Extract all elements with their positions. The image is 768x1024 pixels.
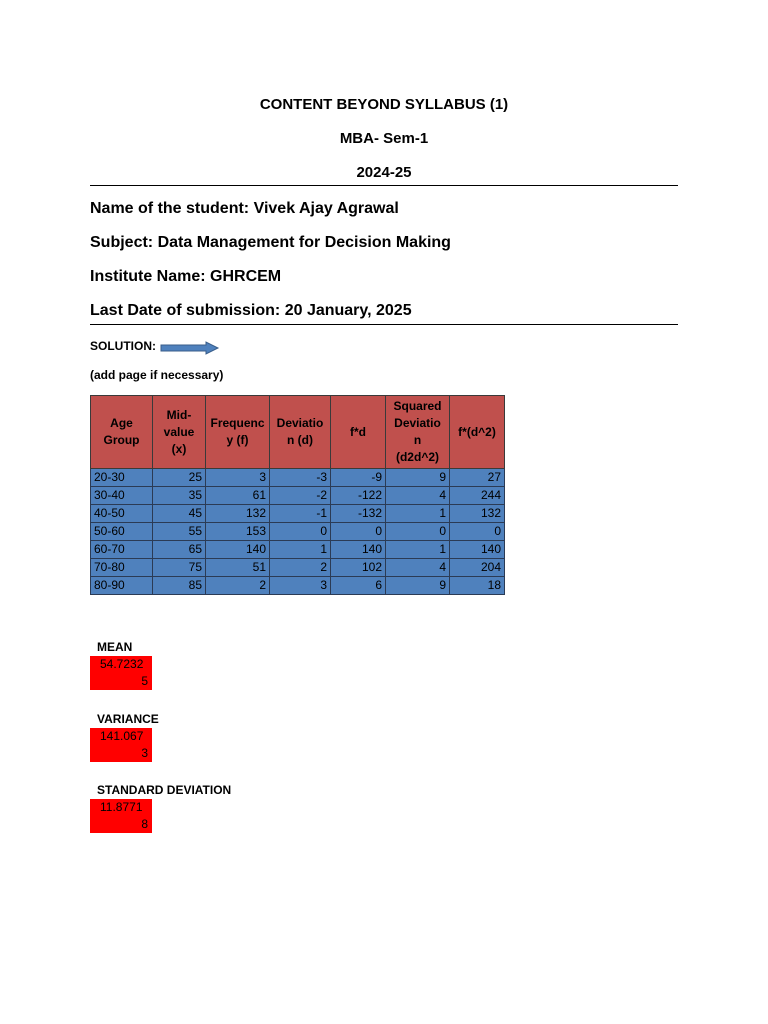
std-dev-label: STANDARD DEVIATION [97,783,232,797]
table-cell: 1 [386,541,450,559]
program-label: MBA- Sem-1 [339,130,429,147]
table-body [91,469,505,595]
table-header-row [91,396,505,469]
table-row [91,505,505,523]
table-cell: 6 [331,577,386,595]
table-cell: 0 [386,523,450,541]
table-cell: 80-90 [91,577,153,595]
table-row [91,559,505,577]
bottom-divider [90,324,678,325]
table-cell: 75 [153,559,206,577]
table-cell: 18 [450,577,505,595]
table-row [91,487,505,505]
table-cell: 60-70 [91,541,153,559]
table-cell: -2 [270,487,331,505]
table-cell: 3 [270,577,331,595]
column-header-line: (d2d^2) [395,450,439,464]
column-header-line: Deviatio [394,416,441,430]
variance-value [90,728,152,762]
table-cell: 244 [450,487,505,505]
table-cell: 132 [450,505,505,523]
table-cell: -3 [270,469,331,487]
table-cell: 61 [206,487,270,505]
table-row [91,541,505,559]
table-cell: 102 [331,559,386,577]
std-dev-value-line1: 11.8771 [100,800,143,814]
table-cell: 4 [386,487,450,505]
std-dev-value [90,799,152,833]
table-cell: -132 [331,505,386,523]
column-header-line: (x) [171,441,187,456]
column-header [270,396,331,469]
column-header-line: n (d) [287,433,313,447]
table-cell: 0 [270,523,331,541]
table-cell: 2 [270,559,331,577]
table-cell: 9 [386,469,450,487]
table-cell: 20-30 [91,469,153,487]
table-cell: 70-80 [91,559,153,577]
variance-value-line1: 141.067 [100,729,144,743]
mean-value [90,656,152,690]
column-header-line: Squared [393,399,442,413]
table-cell: 3 [206,469,270,487]
column-header-line: y (f) [226,433,249,447]
column-header [450,396,505,469]
table-cell: 50-60 [91,523,153,541]
column-header-line: Age [110,416,133,430]
table-cell: 55 [153,523,206,541]
table-cell: 0 [450,523,505,541]
table-cell: 2 [206,577,270,595]
column-header-line: f*(d^2) [458,424,496,439]
submission-date: Last Date of submission: 20 January, 2025 [90,302,412,319]
variance-label: VARIANCE [97,712,159,726]
column-header-line: Deviatio [276,416,324,430]
column-header-line: f*d [350,424,366,439]
student-name: Name of the student: Vivek Ajay Agrawal [90,200,399,217]
std-dev-value-line2: 8 [141,817,148,831]
top-divider [90,185,678,186]
table-cell: 1 [270,541,331,559]
academic-year: 2024-25 [356,164,412,181]
column-header-line: Group [103,433,140,447]
table-cell: 45 [153,505,206,523]
right-arrow-icon [160,341,220,355]
add-page-note: (add page if necessary) [90,368,224,382]
column-header [206,396,270,469]
subject-name: Subject: Data Management for Decision Making [90,234,451,251]
solution-label: SOLUTION: [90,339,156,353]
column-header-line: value [163,424,195,439]
table-cell: 27 [450,469,505,487]
column-header-line: Mid- [166,407,192,422]
table-cell: 204 [450,559,505,577]
table-cell: 4 [386,559,450,577]
institute-name: Institute Name: GHRCEM [90,268,282,285]
table-cell: 51 [206,559,270,577]
column-header-line: n [413,433,422,447]
table-cell: 132 [206,505,270,523]
table-cell: 25 [153,469,206,487]
table-cell: -122 [331,487,386,505]
document-title: CONTENT BEYOND SYLLABUS (1) [259,96,509,113]
table-row [91,469,505,487]
table-cell: 0 [331,523,386,541]
table-cell: 35 [153,487,206,505]
table-cell: -9 [331,469,386,487]
mean-label: MEAN [97,640,133,654]
table-cell: 140 [450,541,505,559]
table-row [91,523,505,541]
table-cell: 1 [386,505,450,523]
table-cell: 40-50 [91,505,153,523]
frequency-table [90,395,505,595]
table-cell: 65 [153,541,206,559]
column-header [91,396,153,469]
table-cell: -1 [270,505,331,523]
column-header [153,396,206,469]
column-header [331,396,386,469]
column-header [386,396,450,469]
mean-value-line2: 5 [141,674,148,688]
table-cell: 153 [206,523,270,541]
table-cell: 140 [331,541,386,559]
table-cell: 30-40 [91,487,153,505]
table-cell: 85 [153,577,206,595]
table-cell: 9 [386,577,450,595]
mean-value-line1: 54.7232 [100,657,144,671]
column-header-line: Frequenc [210,416,265,430]
table-row [91,577,505,595]
variance-value-line2: 3 [141,746,148,760]
table-cell: 140 [206,541,270,559]
